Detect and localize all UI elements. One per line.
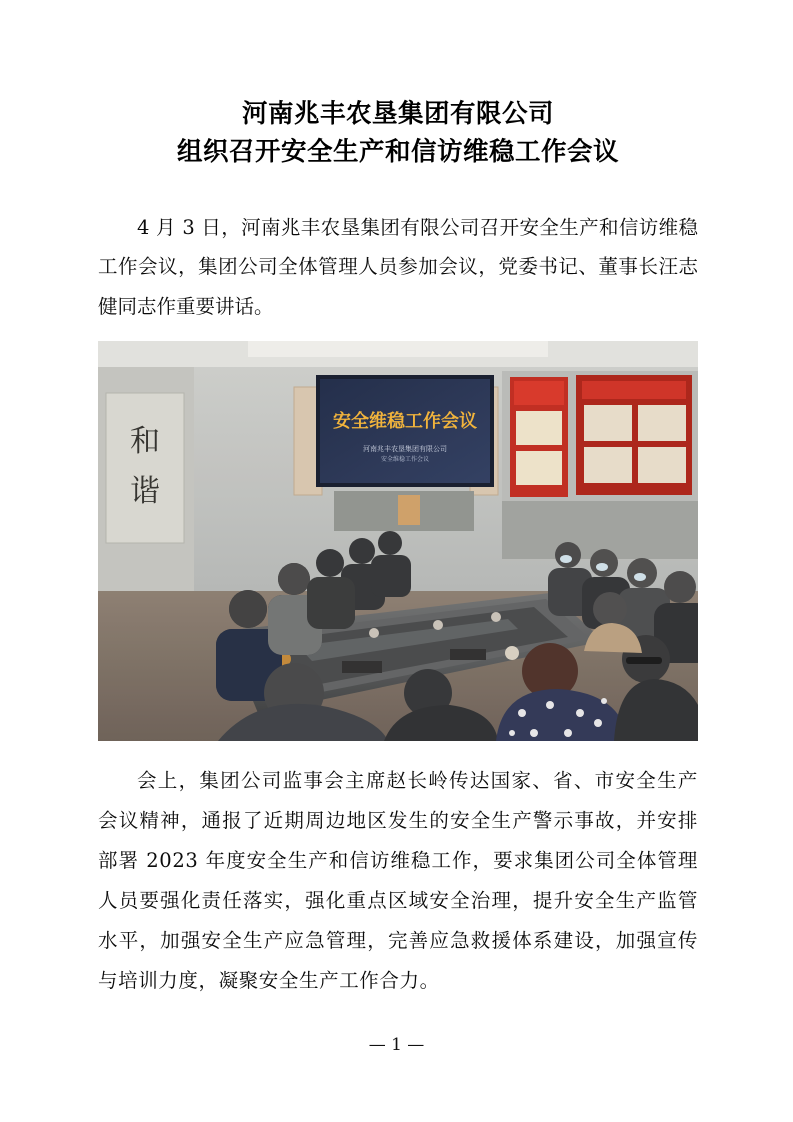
document-content [98, 95, 698, 1001]
svg-text:河南兆丰农垦集团有限公司: 河南兆丰农垦集团有限公司 [363, 445, 447, 454]
page-title-line-2: 组织召开安全生产和信访维稳工作会议 [176, 137, 619, 168]
page-title [98, 95, 698, 172]
svg-text:安全维稳工作会议: 安全维稳工作会议 [380, 456, 430, 464]
svg-text:谐: 谐 [130, 474, 160, 510]
meeting-photo-graphic [98, 341, 698, 741]
svg-text:安全维稳工作会议: 安全维稳工作会议 [333, 411, 477, 433]
svg-text:和: 和 [130, 424, 160, 460]
page-title-line-1: 河南兆丰农垦集团有限公司 [241, 99, 554, 129]
page-number: — 1 — [368, 1035, 425, 1055]
paragraph-intro: 4 月 3 日，河南兆丰农垦集团有限公司召开安全生产和信访维稳工作会议，集团公司全体管理人员参加会议，党委书记、董事长汪志健同志作重要讲话。 [98, 215, 698, 319]
paragraph-body: 会上，集团公司监事会主席赵长岭传达国家、省、市安全生产会议精神，通报了近期周边地区发生的安全生产警示事故，并安排部署 2023 年度安全生产和信访维稳工作，要求集团公司全体管理人员要强化责任落实，强化重点区域安全治理，提升安全生产监管水平，加强安全生产应急管理，完善应急救援体系建设，加强宣传与培训力度，凝聚安全生产工作合力。 [98, 769, 698, 993]
meeting-photo [98, 341, 698, 741]
